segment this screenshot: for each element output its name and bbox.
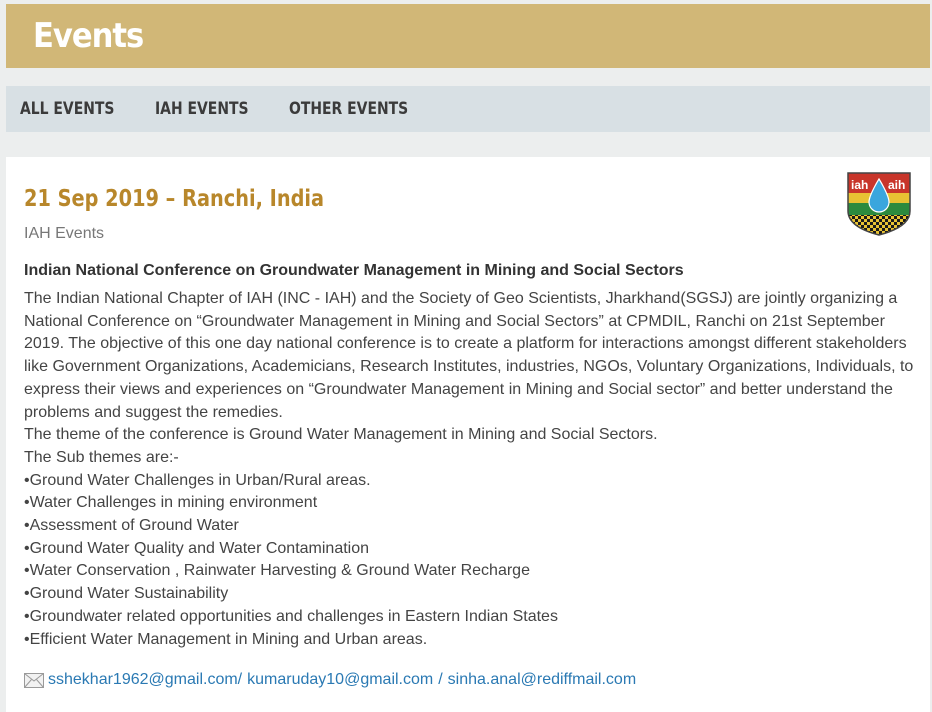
subtheme-item: •Water Challenges in mining environment: [24, 494, 318, 512]
page-title: Events: [33, 16, 144, 56]
event-contact: [24, 669, 636, 691]
page-header-banner: [6, 4, 930, 68]
email-link-kumaruday[interactable]: kumaruday10@gmail.com: [247, 671, 434, 688]
subtheme-item: •Assessment of Ground Water: [24, 517, 239, 535]
email-separator: /: [438, 671, 443, 688]
email-link-sshekhar[interactable]: sshekhar1962@gmail.com: [48, 671, 238, 688]
subtheme-item: •Water Conservation , Rainwater Harvesting & Ground Water Recharge: [24, 562, 530, 580]
description-paragraph: The Indian National Chapter of IAH (INC - IAH) and the Society of Geo Scientists, Jharkhand(SGSJ) are jointly organizing a National Conference on “Groundwater Management in Mining and Social Sectors” at CPMDIL, Ranchi on 21st September 2019. The objective of this one day national conference is to create a platform for interactions amongst different stakeholders like Government Organizations, Academicians, Research Institutes, industries, NGOs, Voluntary Organizations, Individuals, to express their views and experiences on “Groundwater Management in Mining and Social sector” and better understand the problems and suggest the remedies.: [24, 290, 914, 421]
email-separator: /: [237, 671, 243, 688]
subtheme-item: •Groundwater related opportunities and challenges in Eastern Indian States: [24, 607, 558, 625]
subtheme-item: •Ground Water Challenges in Urban/Rural areas.: [24, 471, 371, 489]
description-subthemes-heading: The Sub themes are:-: [24, 448, 179, 466]
tab-all-events[interactable]: ALL EVENTS: [20, 99, 115, 119]
event-date-location: 21 Sep 2019 – Ranchi, India: [24, 186, 325, 212]
events-tab-bar: [6, 86, 930, 132]
svg-text:aih: aih: [888, 178, 906, 192]
event-description: [24, 288, 916, 651]
description-theme: The theme of the conference is Ground Water Management in Mining and Social Sectors.: [24, 426, 658, 444]
iah-logo: [846, 171, 912, 237]
email-link-sinha[interactable]: sinha.anal@rediffmail.com: [447, 671, 637, 688]
subtheme-item: •Ground Water Quality and Water Contamination: [24, 539, 370, 557]
event-title: Indian National Conference on Groundwater Management in Mining and Social Sectors: [24, 262, 684, 279]
tab-iah-events[interactable]: IAH EVENTS: [155, 99, 249, 119]
subtheme-item: •Ground Water Sustainability: [24, 585, 229, 603]
subtheme-item: •Efficient Water Management in Mining and Urban areas.: [24, 630, 428, 648]
mail-icon: [24, 673, 44, 688]
event-category: IAH Events: [24, 225, 105, 242]
tab-other-events[interactable]: OTHER EVENTS: [289, 99, 409, 119]
svg-text:iah: iah: [851, 178, 869, 192]
event-card: [6, 157, 930, 712]
